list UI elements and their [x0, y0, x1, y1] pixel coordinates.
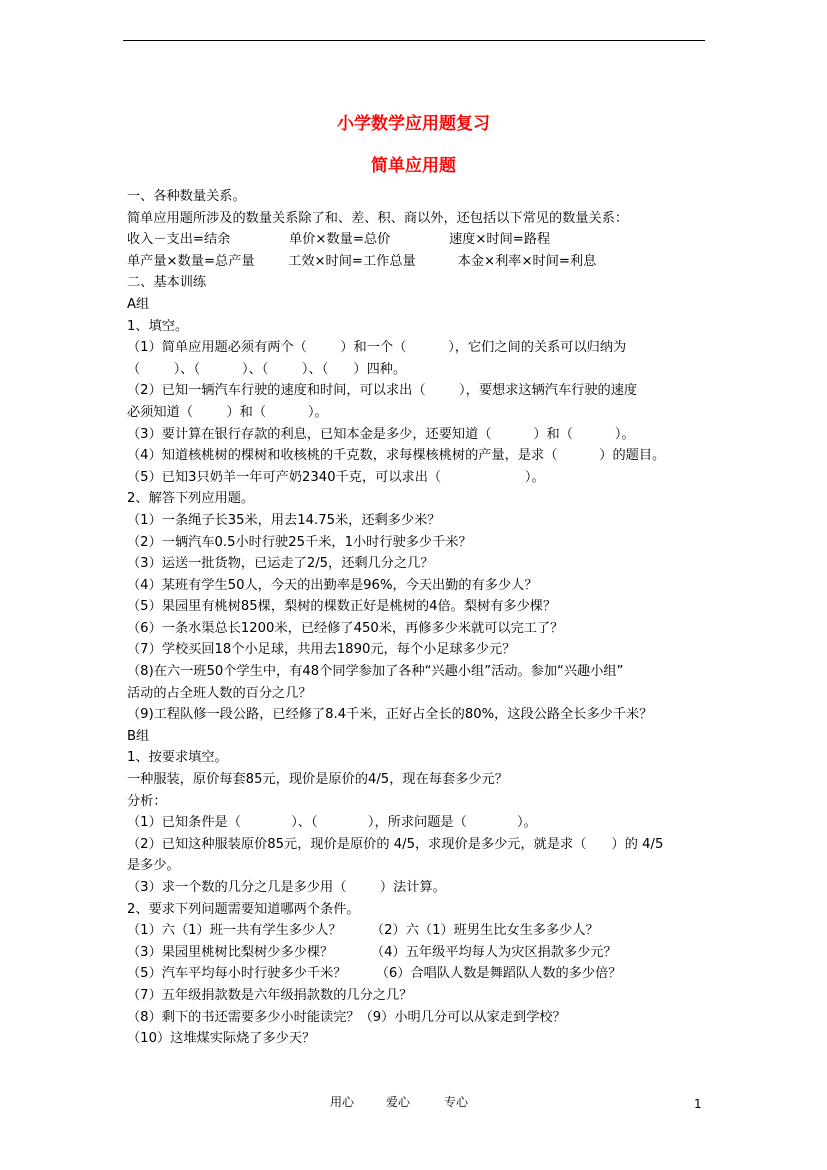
- text-line: B组: [127, 728, 150, 744]
- page-number: 1: [694, 1097, 702, 1111]
- text-line: （6）一条水渠总长1200米，已经修了450米，再修多少米就可以完工了？: [127, 620, 564, 636]
- text-line: 活动的占全班人数的百分之几？: [127, 685, 312, 701]
- text-line: 简单应用题所涉及的数量关系除了和、差、积、商以外，还包括以下常见的数量关系：: [127, 210, 629, 226]
- text-line: 一种服装，原价每套85元，现价是原价的4/5，现在每套多少元？: [127, 772, 508, 788]
- document-title: 小学数学应用题复习: [337, 114, 490, 134]
- header-rule: [123, 40, 705, 41]
- text-line: （1）简单应用题必须有两个（ ）和一个（ ），它们之间的关系可以归纳为: [127, 340, 627, 356]
- text-line: （4）知道核桃树的棵树和收核桃的千克数，求每棵核桃树的产量，是求（ ）的题目。: [127, 448, 666, 464]
- text-line: （5）汽车平均每小时行驶多少千米？ （6）合唱队人数是舞蹈队人数的多少倍？: [127, 966, 622, 982]
- document-body: [127, 186, 727, 1050]
- text-line: 2、要求下列问题需要知道哪两个条件。: [127, 901, 360, 917]
- text-line: （1）六（1）班一共有学生多少人？ （2）六（1）班男生比女生多多少人？: [127, 923, 599, 939]
- text-line: 必须知道（ ）和（ ）。: [127, 404, 328, 420]
- text-line: 收入－支出=结余 单价×数量=总价 速度×时间=路程: [127, 232, 551, 248]
- text-line: （5）果园里有桃树85棵，梨树的棵数正好是桃树的4倍。梨树有多少棵？: [127, 599, 557, 615]
- text-line: 单产量×数量=总产量 工效×时间=工作总量 本金×利率×时间=利息: [127, 253, 597, 269]
- text-line: （7）学校买回18个小足球，共用去1890元，每个小足球多少元？: [127, 642, 516, 658]
- text-line: 1、按要求填空。: [127, 750, 228, 766]
- text-line: （8)在六一班50个学生中，有48个同学参加了各种“兴趣小组”活动。参加“兴趣小组”: [127, 664, 624, 680]
- text-line: 1、填空。: [127, 318, 189, 334]
- text-line: （3）果园里桃树比梨树少多少棵？ （4）五年级平均每人为灾区捐款多少元？: [127, 944, 617, 960]
- section-title: 简单应用题: [371, 156, 456, 176]
- text-line: （8）剩下的书还需要多少小时能读完？（9）小明几分可以从家走到学校？: [127, 1009, 566, 1025]
- text-line: （9)工程队修一段公路，已经修了8.4千米，正好占全长的80%，这段公路全长多少千米？: [127, 707, 653, 723]
- text-line: （1）已知条件是（ ）、（ ），所求问题是（ ）。: [127, 815, 537, 831]
- footer-item-yongxin: 用心: [330, 1095, 355, 1109]
- text-line: （5）已知3只奶羊一年可产奶2340千克，可以求出（ ）。: [127, 469, 545, 485]
- text-line: （3）求一个数的几分之几是多少用（ ）法计算。: [127, 880, 446, 895]
- text-line: 分析：: [127, 793, 167, 809]
- text-line: （4）某班有学生50人，今天的出勤率是96%，今天出勤的有多少人？: [127, 577, 538, 593]
- text-line: 一、各种数量关系。: [127, 189, 246, 204]
- text-line: A组: [127, 296, 150, 312]
- text-line: （2）一辆汽车0.5小时行驶25千米，1小时行驶多少千米？: [127, 534, 472, 550]
- text-line: （7）五年级捐款数是六年级捐款数的几分之几？: [127, 987, 413, 1003]
- text-line: （2）已知一辆汽车行驶的速度和时间，可以求出（ ），要想求这辆汽车行驶的速度: [127, 383, 638, 399]
- text-line: （10）这堆煤实际烧了多少天？: [127, 1031, 316, 1047]
- text-line: （3）运送一批货物，已运走了2/5，还剩几分之几？: [127, 556, 434, 572]
- text-line: 是多少。: [127, 858, 180, 874]
- footer-item-aixin: 爱心: [386, 1095, 411, 1109]
- text-line: （2）已知这种服装原价85元，现价是原价的 4/5，求现价是多少元，就是求（ ）的 4/5: [127, 836, 664, 852]
- text-line: 2、解答下列应用题。: [127, 491, 255, 507]
- footer-item-zhuanxin: 专心: [444, 1095, 469, 1109]
- text-line: （3）要计算在银行存款的利息，已知本金是多少，还要知道（ ）和（ ）。: [127, 426, 635, 442]
- text-line: （1）一条绳子长35米，用去14.75米，还剩多少米？: [127, 512, 441, 528]
- text-line: （ ）、（ ）、（ ）、（ ）四种。: [127, 361, 407, 377]
- text-line: 二、基本训练: [127, 275, 207, 291]
